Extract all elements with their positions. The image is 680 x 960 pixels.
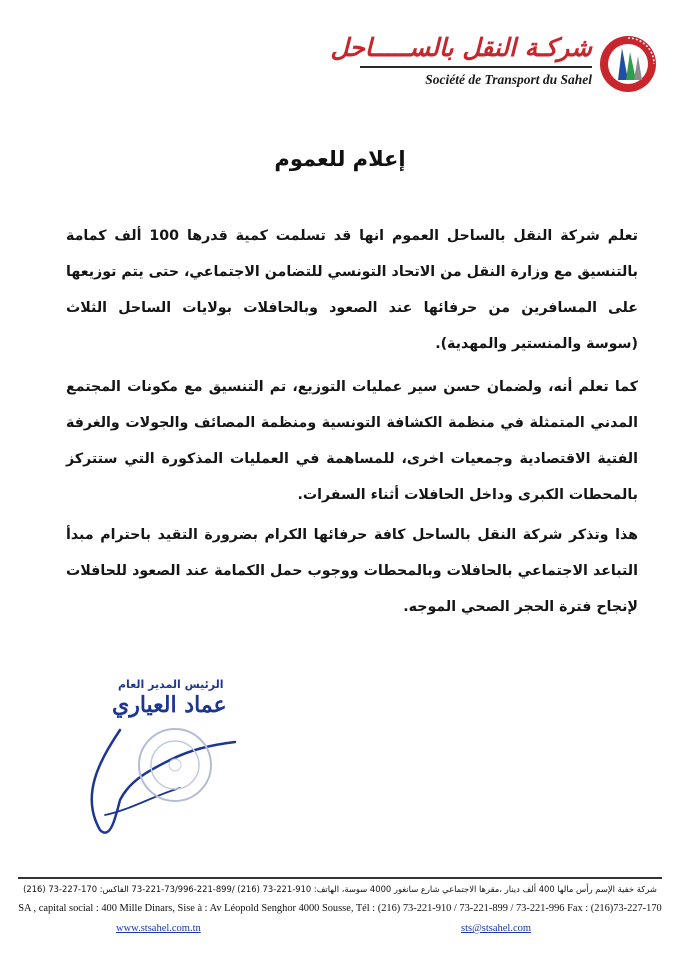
notice-title: إعلام للعموم bbox=[274, 147, 406, 171]
company-name-french: Société de Transport du Sahel bbox=[425, 72, 592, 87]
signatory-name: عماد العياري bbox=[112, 692, 227, 718]
notice-paragraph-2: كما تعلم أنه، ولضمان حسن سير عمليات التوزيع، تم التنسيق مع مكونات المجتمع المدني المتمثلة في منظمة الكشافة التونسية ومنظمة المصائف والجولات والغرفة الفتية الاقتصادية وجمعيات اخرى، للمساهمة في العمليات المذكورة التي ستتركز بالمحطات الكبرى وداخل الحافلات أثناء السفرات. bbox=[66, 379, 638, 503]
footer-legal-french: SA , capital social : 400 Mille Dinars, Sise à : Av Léopold Senghor 4000 Sousse, Tél : (216) 73-221-910 / 73-221-899 / 73-221-996 Fax : (216)73-227-170 bbox=[18, 903, 662, 914]
header-divider bbox=[360, 66, 592, 68]
company-stamp-icon bbox=[135, 725, 215, 805]
notice-paragraph-1: تعلم شركة النقل بالساحل العموم انها قد تسلمت كمية قدرها 100 ألف كمامة بالتنسيق مع وزارة النقل من الاتحاد التونسي للتضامن الاجتماعي، حتى يتم توزيعها على المسافرين من حرفائها عند الصعود وبالحافلات بولايات الساحل الثلاث (سوسة والمنستير والمهدية). bbox=[66, 228, 638, 352]
footer-legal-arabic: شركة خفية الإسم رأس مالها 400 ألف دينار ،مقرها الاجتماعي شارع سانغور 4000 سوسة، الهاتف: 910-221-73 (216) /899-221-73/996-221-73 الفاكس: 170-227-73 (216) bbox=[23, 884, 657, 894]
company-logo-icon bbox=[598, 34, 658, 94]
company-name-arabic: شركـة النقل بالســـــاحل bbox=[330, 33, 592, 62]
website-link[interactable]: www.stsahel.com.tn bbox=[116, 923, 201, 934]
email-link[interactable]: sts@stsahel.com bbox=[461, 923, 532, 934]
signatory-role: الرئيس المدير العام bbox=[118, 678, 224, 691]
company-header bbox=[330, 30, 658, 100]
footer-divider bbox=[18, 877, 662, 879]
notice-paragraph-3: هذا وتذكر شركة النقل بالساحل كافة حرفائها الكرام بضرورة التقيد باحترام مبدأ التباعد الاجتماعي بالحافلات وبالمحطات ووجوب حمل الكمامة عند الصعود للحافلات لإنجاح فترة الحجر الصحي الموجه. bbox=[66, 527, 638, 615]
